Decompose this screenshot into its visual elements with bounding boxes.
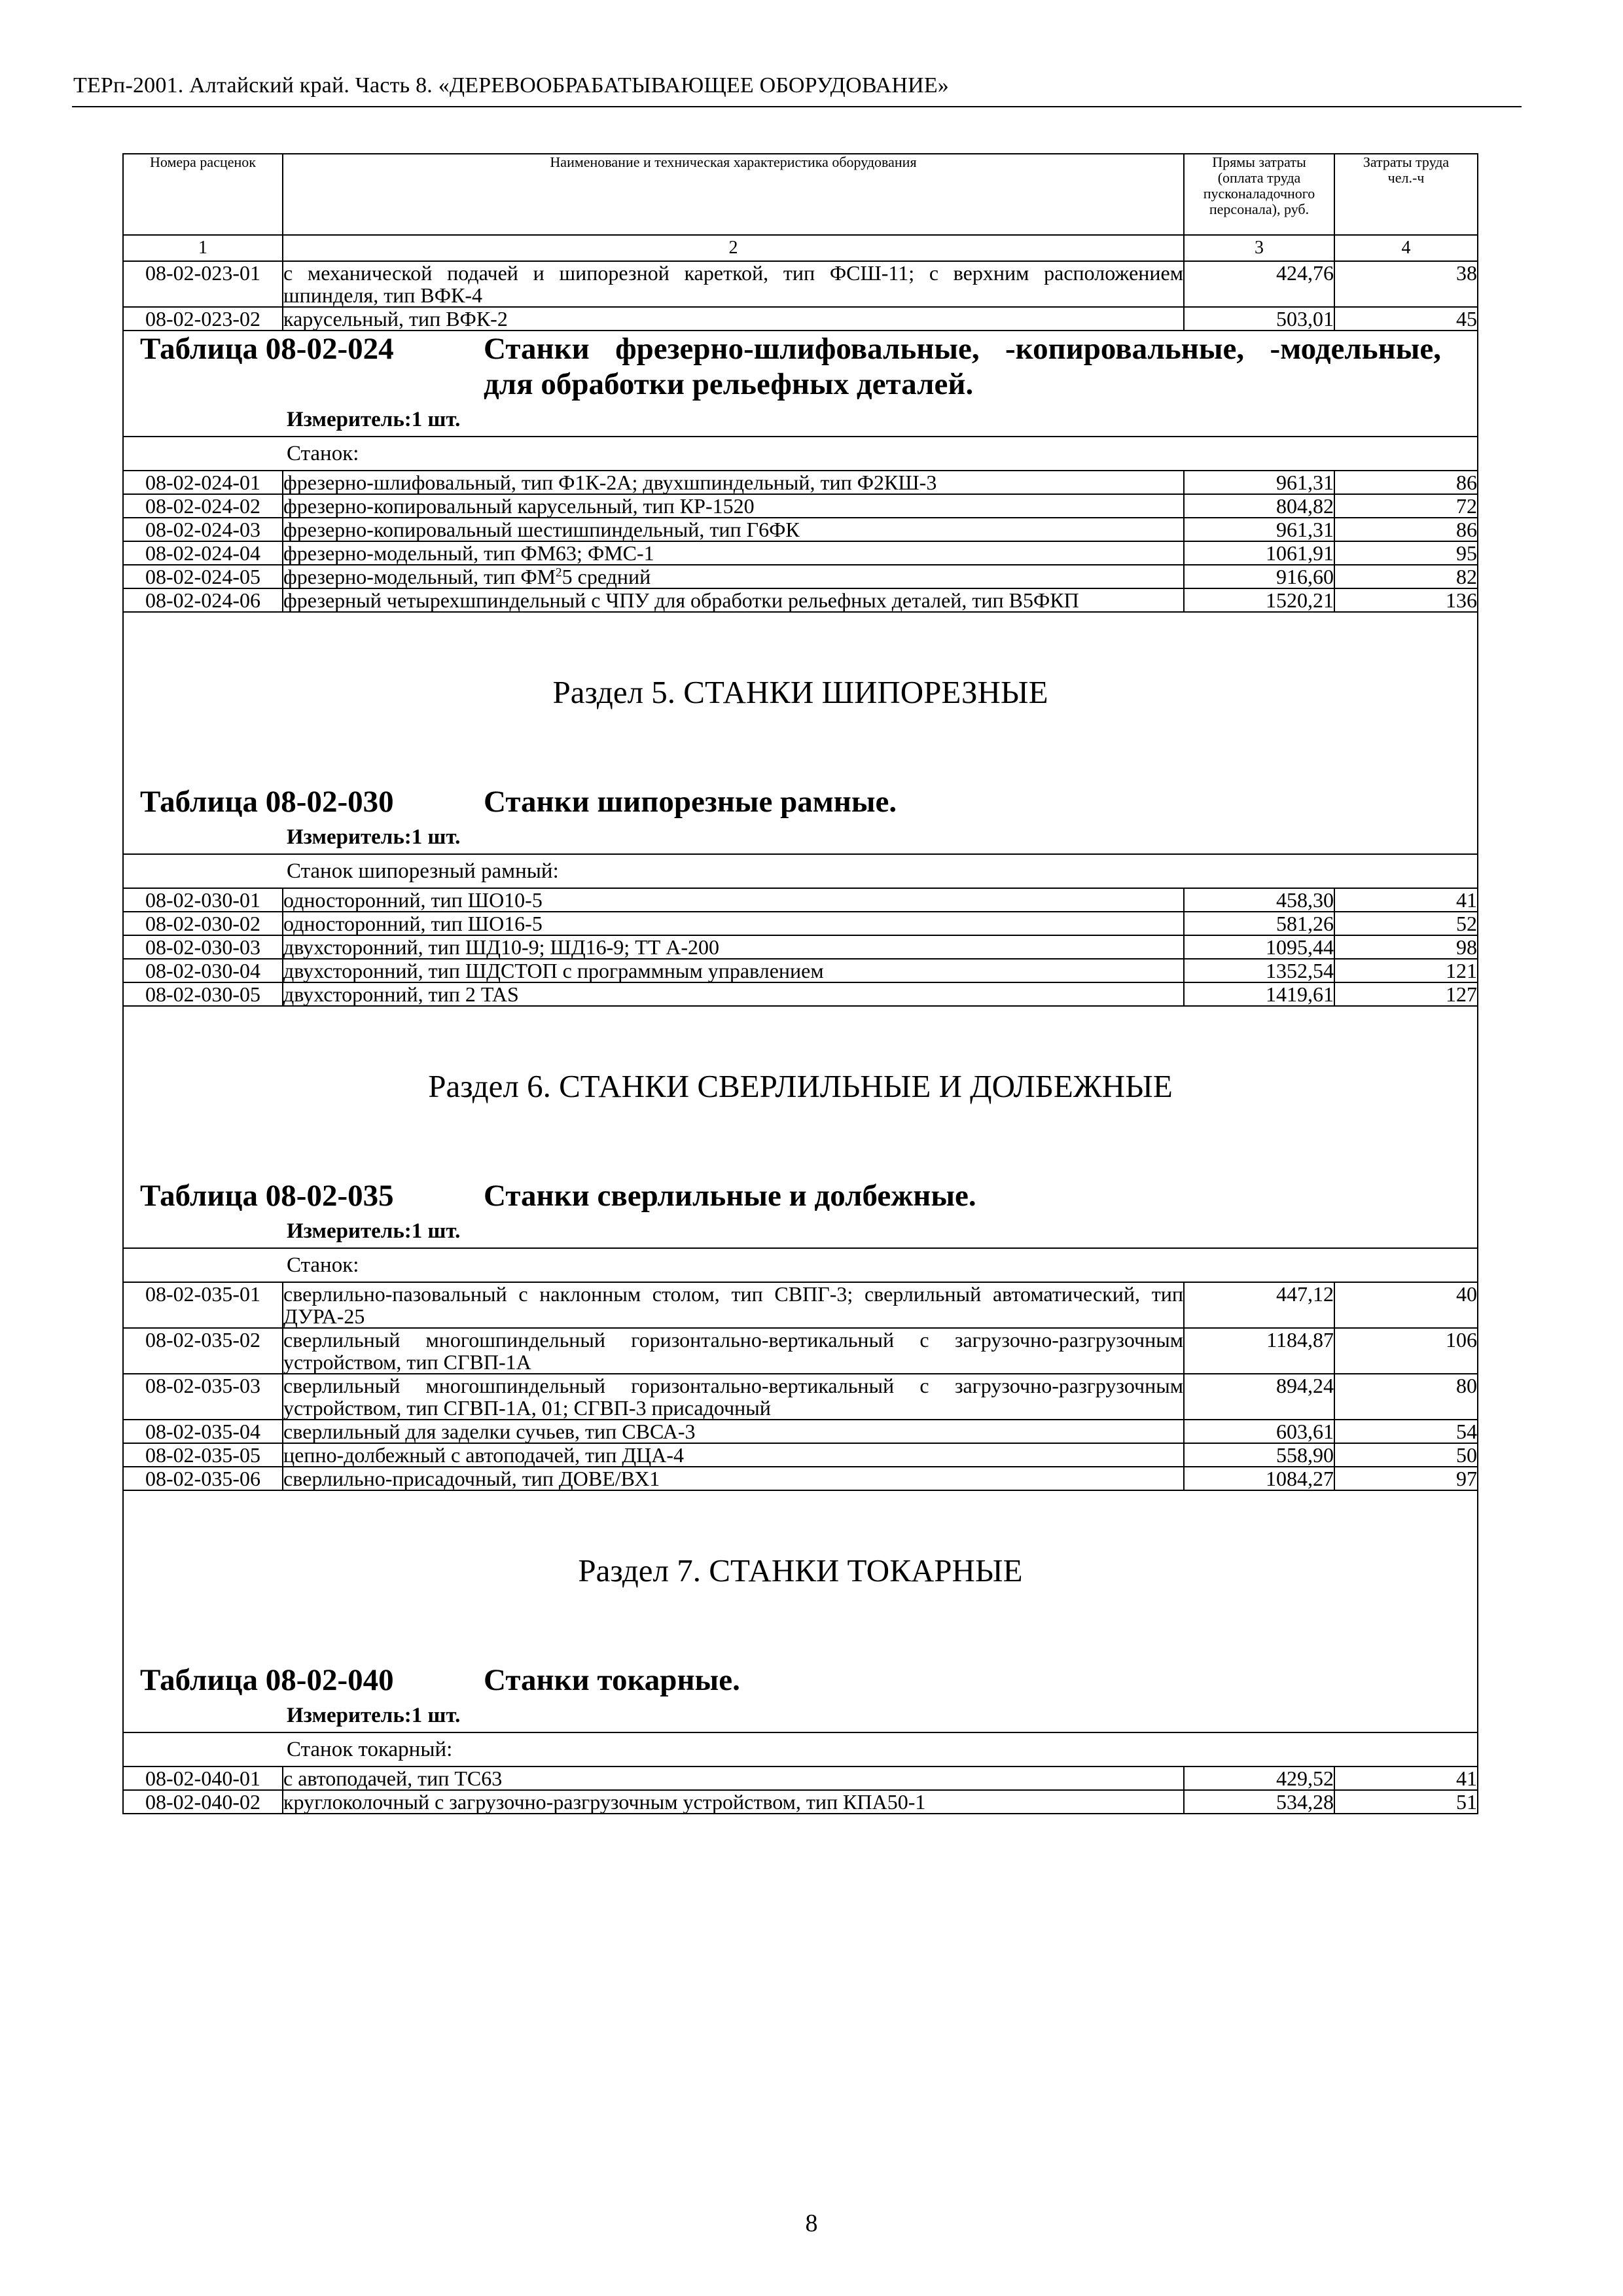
- group-row: [123, 1732, 1478, 1767]
- rate-cost: 424,76: [1184, 261, 1334, 307]
- table-row: [123, 959, 1478, 982]
- rate-code: 08-02-040-01: [123, 1767, 283, 1790]
- table-number: Таблица 08-02-035: [140, 1179, 394, 1213]
- page-header: ТЕРп-2001. Алтайский край. Часть 8. «ДЕРЕВООБРАБАТЫВАЮЩЕЕ ОБОРУДОВАНИЕ»: [73, 73, 949, 98]
- table-name: Станки фрезерно-шлифовальные, -копировальные, -модельные, для обработки рельефных деталей.: [484, 332, 1441, 401]
- rate-cost: 804,82: [1184, 494, 1334, 518]
- rate-code: 08-02-030-04: [123, 959, 283, 982]
- rate-description: двухсторонний, тип ШДСТОП с программным управлением: [283, 959, 1184, 982]
- rate-labor: 40: [1334, 1282, 1478, 1328]
- rate-cost: 503,01: [1184, 307, 1334, 331]
- table-row: [123, 1443, 1478, 1467]
- col-number-1: 1: [123, 235, 283, 261]
- rate-description: фрезерный четырехшпиндельный с ЧПУ для обработки рельефных деталей, тип В5ФКП: [283, 588, 1184, 612]
- rate-code: 08-02-024-03: [123, 518, 283, 541]
- rate-cost: 1352,54: [1184, 959, 1334, 982]
- rate-description: фрезерно-шлифовальный, тип Ф1К-2А; двухшпиндельный, тип Ф2КШ-3: [283, 471, 1184, 494]
- rate-description: [283, 565, 1184, 588]
- rate-description: фрезерно-модельный, тип ФМ63; ФМС-1: [283, 541, 1184, 565]
- rate-cost: 1419,61: [1184, 982, 1334, 1006]
- rate-code: 08-02-035-04: [123, 1420, 283, 1443]
- rate-labor: 86: [1334, 471, 1478, 494]
- rate-cost: 1095,44: [1184, 935, 1334, 959]
- col-header-codes: Номера расценок: [123, 154, 283, 235]
- rate-labor: 41: [1334, 1767, 1478, 1790]
- header-rule: [72, 106, 1522, 107]
- rate-cost: 1520,21: [1184, 588, 1334, 612]
- group-label: Станок токарный:: [123, 1732, 1478, 1767]
- rate-code: 08-02-030-01: [123, 888, 283, 912]
- section-title: Раздел 7. СТАНКИ ТОКАРНЫЕ: [123, 1490, 1478, 1589]
- table-row: [123, 1374, 1478, 1420]
- table-name: Станки токарные.: [484, 1663, 740, 1697]
- rate-description: фрезерно-копировальный карусельный, тип КР-1520: [283, 494, 1184, 518]
- table-row: [123, 935, 1478, 959]
- section-row: [123, 612, 1478, 711]
- group-label: Станок:: [123, 1248, 1478, 1282]
- rate-description: сверлильный для заделки сучьев, тип СВСА-3: [283, 1420, 1184, 1443]
- rate-description: сверлильно-пазовальный с наклонным столом, тип СВПГ-3; сверлильный автоматический, тип ДУРА-25: [283, 1282, 1183, 1328]
- rates-table: [122, 153, 1478, 1814]
- section-title: Раздел 6. СТАНКИ СВЕРЛИЛЬНЫЕ И ДОЛБЕЖНЫЕ: [123, 1006, 1478, 1105]
- table-title-row: [123, 711, 1478, 854]
- rate-cost: 581,26: [1184, 912, 1334, 935]
- table-number: Таблица 08-02-040: [140, 1663, 394, 1697]
- table-row: [123, 1420, 1478, 1443]
- column-number-row: [123, 235, 1478, 261]
- column-header-row: [123, 154, 1478, 235]
- table-number: Таблица 08-02-024: [140, 332, 394, 366]
- rate-code: 08-02-035-03: [123, 1374, 283, 1420]
- table-row: [123, 565, 1478, 588]
- superscript: 2: [556, 565, 562, 580]
- rate-cost: 961,31: [1184, 471, 1334, 494]
- col-number-4: 4: [1334, 235, 1478, 261]
- rate-labor: 106: [1334, 1328, 1478, 1374]
- rate-labor: 86: [1334, 518, 1478, 541]
- table-meter: Измеритель:1 шт.: [287, 408, 461, 431]
- rate-code: 08-02-024-02: [123, 494, 283, 518]
- table-name: Станки сверлильные и долбежные.: [484, 1179, 976, 1213]
- rate-labor: 45: [1334, 307, 1478, 331]
- table-title-row: [123, 331, 1478, 437]
- table-row: [123, 1467, 1478, 1490]
- rate-description: цепно-долбежный с автоподачей, тип ДЦА-4: [283, 1443, 1184, 1467]
- col-header-name: Наименование и техническая характеристика оборудования: [283, 154, 1184, 235]
- table-meter: Измеритель:1 шт.: [287, 825, 461, 849]
- table-title-row: [123, 1105, 1478, 1248]
- rate-labor: 50: [1334, 1443, 1478, 1467]
- table-row: [123, 888, 1478, 912]
- rate-labor: 82: [1334, 565, 1478, 588]
- rate-code: 08-02-030-05: [123, 982, 283, 1006]
- table-row: [123, 518, 1478, 541]
- rate-code: 08-02-023-02: [123, 307, 283, 331]
- group-label: Станок шипорезный рамный:: [123, 854, 1478, 888]
- rate-code: 08-02-024-01: [123, 471, 283, 494]
- table-row: [123, 494, 1478, 518]
- rate-code: 08-02-030-02: [123, 912, 283, 935]
- rate-description: односторонний, тип ШО10-5: [283, 888, 1184, 912]
- group-label: Станок:: [123, 437, 1478, 471]
- rate-labor: 97: [1334, 1467, 1478, 1490]
- rate-description-part: фрезерно-модельный, тип ФМ: [283, 565, 556, 588]
- rate-description: двухсторонний, тип 2 TAS: [283, 982, 1184, 1006]
- rate-code: 08-02-024-05: [123, 565, 283, 588]
- table-row: [123, 982, 1478, 1006]
- rate-code: 08-02-024-06: [123, 588, 283, 612]
- rate-description: фрезерно-копировальный шестишпиндельный, тип Г6ФК: [283, 518, 1184, 541]
- rate-code: 08-02-035-01: [123, 1282, 283, 1328]
- table-row: [123, 541, 1478, 565]
- rate-code: 08-02-040-02: [123, 1790, 283, 1814]
- rate-cost: 558,90: [1184, 1443, 1334, 1467]
- page-number: 8: [805, 2210, 818, 2237]
- col-number-2: 2: [283, 235, 1184, 261]
- group-row: [123, 854, 1478, 888]
- section-title: Раздел 5. СТАНКИ ШИПОРЕЗНЫЕ: [123, 612, 1478, 711]
- rate-labor: 121: [1334, 959, 1478, 982]
- table-row: [123, 588, 1478, 612]
- rate-labor: 38: [1334, 261, 1478, 307]
- rate-labor: 52: [1334, 912, 1478, 935]
- rate-cost: 1061,91: [1184, 541, 1334, 565]
- table-meter: Измеритель:1 шт.: [287, 1704, 461, 1727]
- rate-cost: 894,24: [1184, 1374, 1334, 1420]
- table-row: [123, 1767, 1478, 1790]
- rate-description: карусельный, тип ВФК-2: [283, 307, 1184, 331]
- rate-code: 08-02-035-05: [123, 1443, 283, 1467]
- table-title-row: [123, 1589, 1478, 1732]
- rate-labor: 41: [1334, 888, 1478, 912]
- rate-code: 08-02-035-02: [123, 1328, 283, 1374]
- rate-description: односторонний, тип ШО16-5: [283, 912, 1184, 935]
- rate-cost: 534,28: [1184, 1790, 1334, 1814]
- col-header-labor: Затраты труда чел.-ч: [1334, 154, 1478, 235]
- rate-cost: 961,31: [1184, 518, 1334, 541]
- group-row: [123, 437, 1478, 471]
- rate-code: 08-02-024-04: [123, 541, 283, 565]
- rate-description: с механической подачей и шипорезной кареткой, тип ФСШ-11; с верхним расположением шпинделя, тип ВФК-4: [283, 261, 1183, 307]
- rate-description: сверлильно-присадочный, тип ДОВЕ/ВХ1: [283, 1467, 1184, 1490]
- col-number-3: 3: [1184, 235, 1334, 261]
- rate-labor: 72: [1334, 494, 1478, 518]
- rate-labor: 127: [1334, 982, 1478, 1006]
- table-row: [123, 307, 1478, 331]
- table-row: [123, 1790, 1478, 1814]
- rate-labor: 51: [1334, 1790, 1478, 1814]
- table-row: [123, 261, 1478, 307]
- rate-description: сверлильный многошпиндельный горизонтально-вертикальный с загрузочно-разгрузочным устройством, тип СГВП-1А, 01; СГВП-3 присадочный: [283, 1374, 1183, 1420]
- rate-description: с автоподачей, тип ТС63: [283, 1767, 1184, 1790]
- rate-labor: 98: [1334, 935, 1478, 959]
- rate-code: 08-02-023-01: [123, 261, 283, 307]
- table-row: [123, 912, 1478, 935]
- rate-cost: 458,30: [1184, 888, 1334, 912]
- rate-description-part: 5 средний: [562, 565, 651, 588]
- rate-description: круглоколочный с загрузочно-разгрузочным устройством, тип КПА50-1: [283, 1790, 1184, 1814]
- section-row: [123, 1006, 1478, 1105]
- table-row: [123, 1282, 1478, 1328]
- section-row: [123, 1490, 1478, 1589]
- table-number: Таблица 08-02-030: [140, 785, 394, 819]
- rate-cost: 916,60: [1184, 565, 1334, 588]
- rate-labor: 54: [1334, 1420, 1478, 1443]
- rate-code: 08-02-030-03: [123, 935, 283, 959]
- rate-labor: 80: [1334, 1374, 1478, 1420]
- rate-cost: 447,12: [1184, 1282, 1334, 1328]
- rate-cost: 1184,87: [1184, 1328, 1334, 1374]
- rate-description: сверлильный многошпиндельный горизонтально-вертикальный с загрузочно-разгрузочным устройством, тип СГВП-1А: [283, 1328, 1183, 1374]
- rate-labor: 136: [1334, 588, 1478, 612]
- rate-code: 08-02-035-06: [123, 1467, 283, 1490]
- rate-labor: 95: [1334, 541, 1478, 565]
- rate-cost: 429,52: [1184, 1767, 1334, 1790]
- table-meter: Измеритель:1 шт.: [287, 1219, 461, 1243]
- group-row: [123, 1248, 1478, 1282]
- rate-description: двухсторонний, тип ШД10-9; ШД16-9; ТТ А-200: [283, 935, 1184, 959]
- table-row: [123, 471, 1478, 494]
- table-row: [123, 1328, 1478, 1374]
- rate-cost: 1084,27: [1184, 1467, 1334, 1490]
- col-header-cost: Прямы затраты (оплата труда пусконаладочного персонала), руб.: [1184, 154, 1334, 235]
- rate-cost: 603,61: [1184, 1420, 1334, 1443]
- table-name: Станки шипорезные рамные.: [484, 785, 897, 819]
